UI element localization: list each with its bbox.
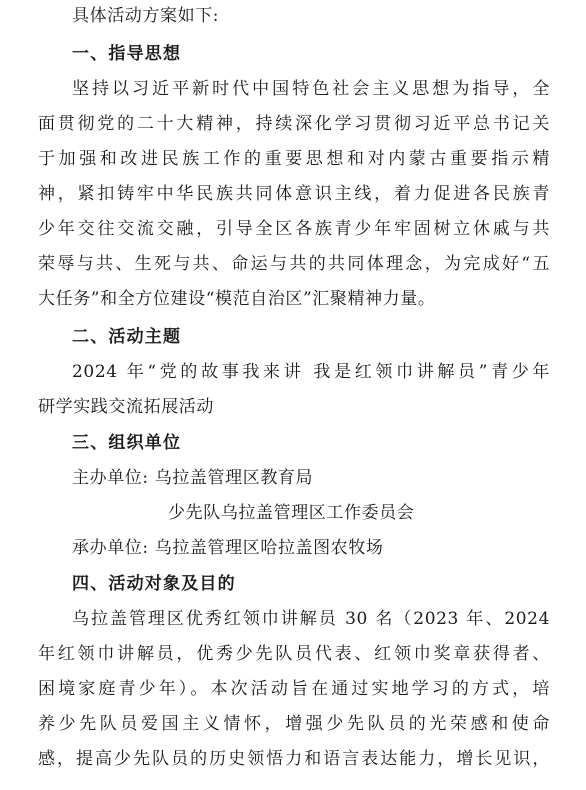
- section-heading-participants-purpose: 四、活动对象及目的: [72, 574, 236, 594]
- organizer-host-second-line: 少先队乌拉盖管理区工作委员会: [168, 503, 415, 523]
- paragraph-line: 感，提高少先队员的历史领悟力和语言表达能力，增长见识，: [38, 749, 550, 769]
- section-heading-theme: 二、活动主题: [72, 327, 182, 347]
- paragraph-line: 神，紧扣铸牢中华民族共同体意识主线，着力促进各民族青: [38, 184, 550, 204]
- organizer-undertaker-line: 承办单位: 乌拉盖管理区哈拉盖图农牧场: [72, 538, 384, 558]
- paragraph-line: 坚持以习近平新时代中国特色社会主义思想为指导，全: [72, 79, 550, 99]
- organizer-host-line: 主办单位: 乌拉盖管理区教育局: [72, 468, 314, 488]
- intro-text: 具体活动方案如下:: [72, 6, 220, 26]
- section-heading-organizers: 三、组织单位: [72, 433, 182, 453]
- paragraph-line: 困境家庭青少年）。本次活动旨在通过实地学习的方式，培: [38, 679, 550, 699]
- paragraph-line: 年红领巾讲解员，优秀少先队员代表、红领巾奖章获得者、: [38, 644, 550, 664]
- paragraph-line: 于加强和改进民族工作的重要思想和对内蒙古重要指示精: [38, 149, 550, 169]
- paragraph-line: 大任务”和全方位建设“模范自治区”汇聚精神力量。: [38, 289, 436, 309]
- paragraph-line: 乌拉盖管理区优秀红领巾讲解员 30 名（2023 年、2024: [72, 609, 550, 629]
- paragraph-line: 研学实践交流拓展活动: [38, 397, 214, 417]
- paragraph-line: 荣辱与共、生死与共、命运与共的共同体理念，为完成好“五: [38, 254, 550, 274]
- paragraph-line: 2024 年“党的故事我来讲 我是红领巾讲解员”青少年: [72, 362, 550, 382]
- paragraph-line: 养少先队员爱国主义情怀，增强少先队员的光荣感和使命: [38, 714, 550, 734]
- paragraph-line: 面贯彻党的二十大精神，持续深化学习贯彻习近平总书记关: [38, 114, 550, 134]
- section-heading-guiding-ideology: 一、指导思想: [72, 44, 182, 64]
- paragraph-line: 少年交往交流交融，引导全区各族青少年牢固树立休戚与共: [38, 219, 550, 239]
